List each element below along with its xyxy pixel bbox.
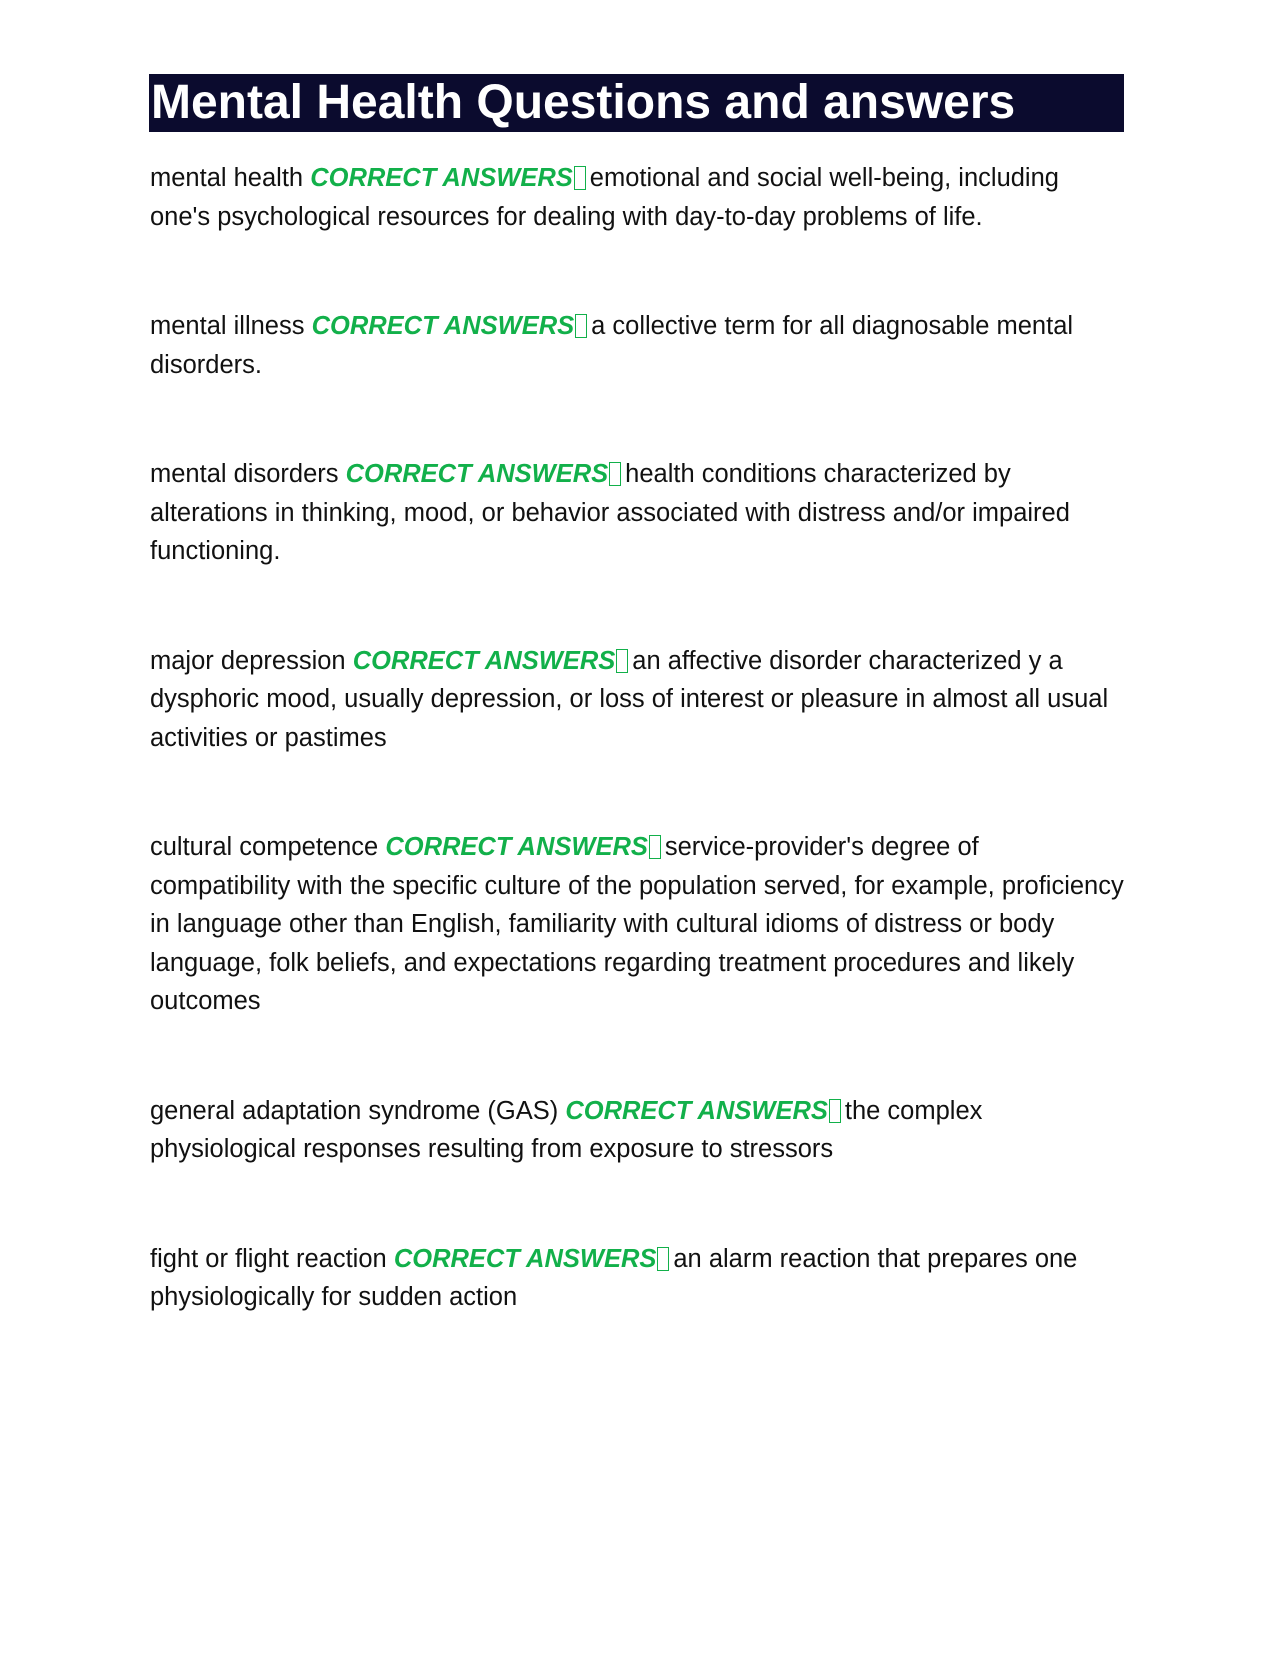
qa-definition: a collective term for all diagnosable mental disorders. [150, 312, 1074, 379]
qa-term: major depression [150, 646, 346, 675]
qa-item [150, 307, 1125, 384]
answer-label: CORRECT ANSWERS [393, 1244, 657, 1273]
answer-label: CORRECT ANSWERS [385, 833, 648, 861]
qa-definition: service-provider's degree of compatibility with the specific culture of the population served, for example, proficiency in language other than English, familiarity with cultural idioms of distress or body language, folk beliefs, and expectations regarding treatment procedures and likely outcomes [150, 833, 1124, 1015]
missing-glyph-icon [829, 1099, 841, 1123]
qa-item [150, 642, 1125, 758]
missing-glyph-icon [616, 649, 628, 673]
answer-label: CORRECT ANSWERS [310, 164, 573, 192]
qa-definition: health conditions characterized by alterations in thinking, mood, or behavior associated with distress and/or impaired functioning. [150, 460, 1070, 565]
qa-term: cultural competence [150, 833, 379, 861]
qa-definition: the complex physiological responses resulting from exposure to stressors [150, 1096, 983, 1163]
missing-glyph-icon [574, 166, 586, 190]
qa-item [150, 828, 1125, 1021]
qa-term: mental disorders [150, 460, 339, 488]
qa-item [150, 455, 1125, 571]
qa-list [150, 159, 1125, 1388]
qa-term: general adaptation syndrome (GAS) [150, 1096, 559, 1125]
qa-definition: an affective disorder characterized y a dysphoric mood, usually depression, or loss of interest or pleasure in almost all usual activities or pastimes [150, 646, 1109, 752]
answer-label: CORRECT ANSWERS [311, 312, 575, 340]
title-banner [149, 74, 1124, 132]
qa-term: mental illness [150, 312, 305, 340]
qa-item [150, 1240, 1125, 1317]
qa-definition: emotional and social well-being, including one's psychological resources for dealing with day-to-day problems of life. [150, 164, 1059, 231]
document-title: Mental Health Questions and answers [151, 76, 1016, 129]
missing-glyph-icon [575, 314, 587, 338]
answer-label: CORRECT ANSWERS [352, 646, 616, 675]
qa-item [150, 159, 1125, 236]
answer-label: CORRECT ANSWERS [565, 1096, 828, 1125]
missing-glyph-icon [649, 835, 661, 859]
qa-item [150, 1092, 1125, 1169]
qa-definition: an alarm reaction that prepares one physiologically for sudden action [150, 1244, 1078, 1311]
missing-glyph-icon [609, 462, 621, 486]
qa-term: mental health [150, 164, 304, 192]
answer-label: CORRECT ANSWERS [345, 460, 609, 488]
missing-glyph-icon [657, 1247, 669, 1271]
qa-term: fight or flight reaction [150, 1244, 387, 1273]
